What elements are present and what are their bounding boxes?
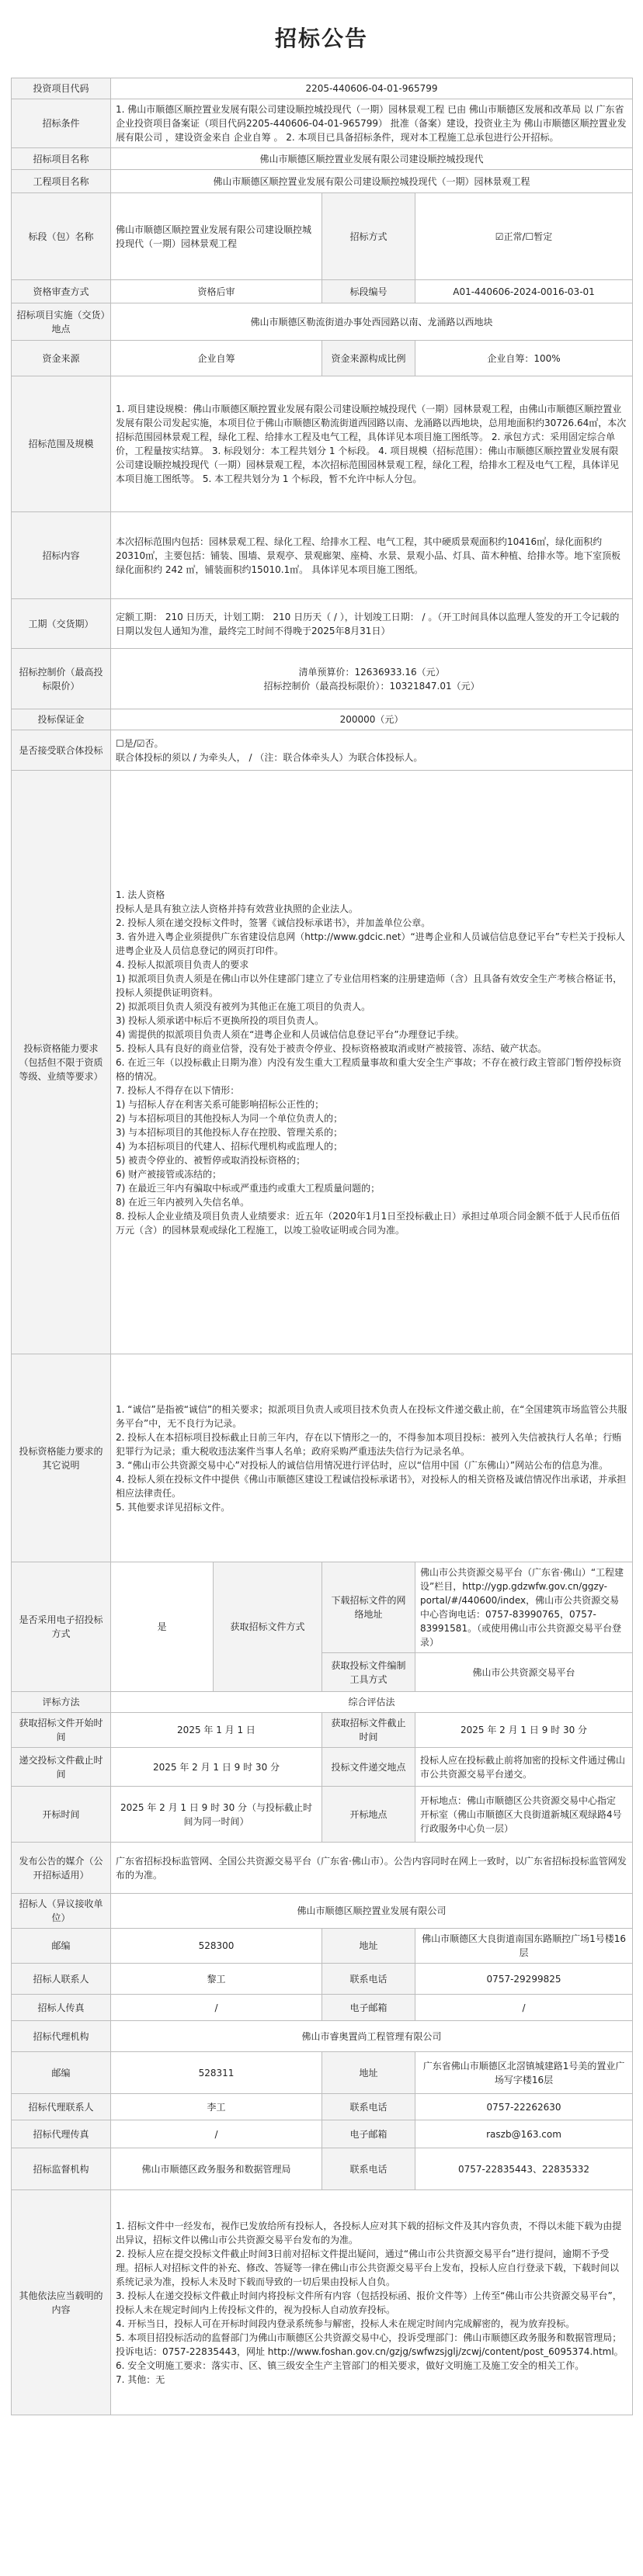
qual-item: 6) 财产被接管或冻结的； [116,1168,222,1180]
t-zip-label: 邮编 [12,1929,111,1964]
other-item: 7. 其他：无 [116,2373,165,2385]
row-content [12,512,633,599]
row-t-zip [12,1929,633,1964]
integrity-item: 3. “佛山市公共资源交易中心”对投标人的诚信信用情况进行评估时，应以“信用中国（广东佛山）”网站公布的信息为准。 [116,1459,609,1471]
a-zip-value: 528311 [111,2052,322,2094]
a-phone-label: 联系电话 [322,2094,415,2120]
project-name-label: 工程项目名称 [12,170,111,193]
other-label: 其他依法应当载明的内容 [12,2190,111,2415]
download-site-value: 佛山市公共资源交易平台（广东省·佛山）“工程建设”栏目，http://ygp.gdzwfw.gov.cn/ggzy-portal/#/440600/index，佛山市公共资源交易中心咨询电话：0757-83990765，0757-83991581。（或使用佛山市公共资源交易平台登录） [415,1562,633,1653]
a-addr-label: 地址 [322,2052,415,2094]
qual-item: 4. 投标人拟派项目负责人的要求 [116,959,249,970]
section-code-value: A01-440606-2024-0016-03-01 [415,280,633,303]
row-duration [12,599,633,649]
bid-mode-value: ☑正常/☐暂定 [415,193,633,280]
control-price-label: 招标控制价（最高投标限价） [12,649,111,709]
qualification-label: 投标资格能力要求（包括但不限于资质等级、业绩等要求） [12,771,111,1354]
qual-item: 投标人是具有独立法人资格并持有效营业执照的企业法人。 [116,903,359,914]
row-project-code [12,78,633,99]
t-fax-label: 招标人传真 [12,1995,111,2021]
row-submit [12,1748,633,1787]
t-zip-value: 528300 [111,1929,322,1964]
qual-item: 8. 投标人企业业绩及项目负责人业绩要求：近五年（2020年1月1日至投标截止日）承担过单项合同金额不低于人民币伍佰万元（含）的园林景观或绿化工程施工，以竣工验收证明或合同为准。 [116,1210,620,1236]
bid-name-label: 招标项目名称 [12,148,111,170]
row-agency [12,2021,633,2052]
tool-label: 获取投标文件编制工具方式 [322,1653,415,1692]
row-t-person [12,1964,633,1995]
supervisor-value: 佛山市顺德区政务服务和数据管理局 [111,2148,322,2190]
tool-value: 佛山市公共资源交易平台 [415,1653,633,1692]
row-a-zip [12,2052,633,2094]
scope-text: 1. 项目建设规模：佛山市顺德区顺控置业发展有限公司建设顺控城投现代（一期）园林景观工程，由佛山市顺德区顺控置业发展有限公司发起实施，本项目位于佛山市顺德区勒流街道西园路以南、龙涌路以西地块，总用地面积约30726.64㎡，本次招标范围园林景观工程，绿化工程、给排水工程及电气工程，具体详见本项目施工图纸等。 2. 承包方式：采用固定综合单价，工程量按实结算。 3. 标段划分：本工程共划分 1 个标段。 4. 项目规模（招标范围）：佛山市顺德区顺控置业发展有限公司建设顺控城投现代（一期）园林景观工程，本次招标范围园林景观工程，绿化工程，给排水工程及电气工程，具体详见本项目施工图纸等。 5. 本工程共划分为 1 个标段，暂不允许中标人分包。 [111,376,633,512]
location-value: 佛山市顺德区勒流街道办事处西园路以南、龙涌路以西地块 [111,303,633,341]
row-location [12,303,633,341]
joint-lead: 联合体投标的须以 / 为牵头人， / （注：联合体牵头人）为联合体投标人。 [116,751,423,763]
t-person-value: 黎工 [111,1964,322,1995]
submit-place-label: 投标文件递交地点 [322,1748,415,1787]
a-fax-value: / [111,2120,322,2148]
media-value: 广东省招标投标监管网、全国公共资源交易平台（广东省·佛山市）。公告内容同时在网上一致时，以广东省招标投标监管网发布的为准。 [111,1843,633,1894]
notice-page [11,0,632,2415]
a-addr-value: 广东省佛山市顺德区北滘镇城建路1号美的置业广场写字楼16层 [415,2052,633,2094]
qual-item: 1. 法人资格 [116,889,165,900]
doc-start-value: 2025 年 1 月 1 日 [111,1713,322,1748]
row-funding [12,341,633,376]
row-integrity [12,1354,633,1562]
submit-place-value: 投标人应在投标截止前将加密的投标文件通过佛山市公共资源交易平台递交。 [415,1748,633,1787]
other-item: 4. 开标当日，投标人可在开标时间段内登录系统参与解密，投标人未在规定时间内完成解密的，视为放弃投标。 [116,2318,575,2329]
integrity-label: 投标资格能力要求的其它说明 [12,1354,111,1562]
prequal-label: 资格审查方式 [12,280,111,303]
content-label: 招标内容 [12,512,111,599]
funding-ratio-value: 企业自筹：100% [415,341,633,376]
integrity-item: 5. 其他要求详见招标文件。 [116,1501,231,1513]
qual-item: 8) 在近三年内被列入失信名单。 [116,1196,250,1208]
qual-item: 1) 与招标人存在利害关系可能影响招标公正性的； [116,1098,325,1110]
row-tenderer [12,1894,633,1929]
qual-item: 3. 省外进入粤企业须提供广东省建设信息网（http://www.gdcic.net）“进粤企业和人员诚信信息登记平台”专栏关于投标人进粤企业及人员信息登记的网页打印件。 [116,931,625,956]
row-bid-name [12,148,633,170]
row-deposit [12,709,633,730]
prequal-value: 资格后审 [111,280,322,303]
funding-ratio-label: 资金来源构成比例 [322,341,415,376]
other-text [111,2190,633,2415]
t-email-label: 电子邮箱 [322,1995,415,2021]
row-a-person [12,2094,633,2120]
opening-place-value: 开标地点：佛山市顺德区公共资源交易中心指定 开标室（佛山市顺德区大良街道新城区观绿路4号行政服务中心负一层） [415,1787,633,1843]
other-item: 5. 本项目招投标活动的监督部门为佛山市顺德区公共资源交易中心，投诉受理部门：佛山市顺德区政务服务和数据管理局；投诉电话：0757-22835443，网址 http://www.foshan.gov.cn/gzjg/swfwzsjglj/zcwj/content/post_6095374.html。 [116,2332,624,2357]
bid-mode-label: 招标方式 [322,193,415,280]
submit-deadline-label: 递交投标文件截止时间 [12,1748,111,1787]
funding-source-label: 资金来源 [12,341,111,376]
supervisor-phone-label: 联系电话 [322,2148,415,2190]
submit-deadline-value: 2025 年 2 月 1 日 9 时 30 分 [111,1748,322,1787]
row-a-fax [12,2120,633,2148]
t-addr-value: 佛山市顺德区大良街道南国东路顺控广场1号楼16层 [415,1929,633,1964]
a-person-label: 招标代理联系人 [12,2094,111,2120]
eval-label: 评标方法 [12,1692,111,1713]
download-site-label: 下载招标文件的网络地址 [322,1562,415,1653]
opening-value: 2025 年 2 月 1 日 9 时 30 分（与投标截止时间为同一时间） [111,1787,322,1843]
t-addr-label: 地址 [322,1929,415,1964]
section-value: 佛山市顺德区顺控置业发展有限公司建设顺控城投现代（一期）园林景观工程 [111,193,322,280]
a-zip-label: 邮编 [12,2052,111,2094]
qual-item: 1) 拟派项目负责人须是在佛山市以外住建部门建立了专业信用档案的注册建造师（含）且具备有效安全生产考核合格证书，投标人须提供证明资料。 [116,973,623,998]
row-other [12,2190,633,2415]
joint-label: 是否接受联合体投标 [12,730,111,771]
row-e-bid-1 [12,1562,633,1653]
supervisor-label: 招标监督机构 [12,2148,111,2190]
a-phone-value: 0757-22262630 [415,2094,633,2120]
agency-value: 佛山市睿奥置尚工程管理有限公司 [111,2021,633,2052]
other-item: 3. 投标人在递交投标文件截止时间内将投标文件所有内容（包括投标函、报价文件等）上传至“佛山市公共资源交易平台”，投标人未在规定时间内上传投标文件的，视为投标人自动放弃投标。 [116,2290,622,2315]
qual-item: 2. 投标人须在递交投标文件时，签署《诚信投标承诺书》，并加盖单位公章。 [116,917,431,928]
row-media [12,1843,633,1894]
t-email-value: / [415,1995,633,2021]
tenderer-label: 招标人（异议接收单位） [12,1894,111,1929]
agency-label: 招标代理机构 [12,2021,111,2052]
project-name-value: 佛山市顺德区顺控置业发展有限公司建设顺控城投现代（一期）园林景观工程 [111,170,633,193]
project-code-label: 投资项目代码 [12,78,111,99]
a-fax-label: 招标代理传真 [12,2120,111,2148]
qual-item: 5) 被责令停业的、被暂停或取消投标资格的； [116,1154,306,1166]
doc-end-label: 获取招标文件截止时间 [322,1713,415,1748]
project-code-value: 2205-440606-04-01-965799 [111,78,633,99]
qual-item: 6. 在近三年（以投标截止日期为准）内没有发生重大工程质量事故和重大安全生产事故；不存在被行政主管部门暂停投标资格的情况。 [116,1056,622,1082]
duration-text: 定额工期： 210 日历天，计划工期： 210 日历天（ / ），计划竣工日期： / 。（开工时间具体以监理人签发的开工令记载的日期以发包人通知为准，最终完工时间不得晚于2025年8月31日） [111,599,633,649]
row-joint [12,730,633,771]
download-method-label: 获取招标文件方式 [214,1562,322,1692]
location-label: 招标项目实施（交货）地点 [12,303,111,341]
conditions-label: 招标条件 [12,99,111,148]
a-email-label: 电子邮箱 [322,2120,415,2148]
qual-item: 7) 在最近三年内有骗取中标或严重违约或重大工程质量问题的； [116,1182,381,1194]
row-doc-times [12,1713,633,1748]
t-fax-value: / [111,1995,322,2021]
a-email-value: raszb@163.com [415,2120,633,2148]
bid-name-value: 佛山市顺德区顺控置业发展有限公司建设顺控城投现代 [111,148,633,170]
row-t-fax [12,1995,633,2021]
t-phone-label: 联系电话 [322,1964,415,1995]
qual-item: 3) 投标人须承诺中标后不更换所投的项目负责人。 [116,1014,325,1026]
other-item: 2. 投标人应在提交投标文件截止时间3日前对招标文件提出疑问，通过“佛山市公共资源交易平台”进行提问，逾期不予受理。招标人对招标文件的补充、修改、答疑等一律在佛山市公共资源交易平台上发布，投标人应自行登录下载，下载时间以系统记录为准，投标人未及时下载而导致的一切后果由投标人自负。 [116,2248,620,2287]
doc-start-label: 获取招标文件开始时间 [12,1713,111,1748]
deposit-label: 投标保证金 [12,709,111,730]
opening-place-label: 开标地点 [322,1787,415,1843]
row-conditions [12,99,633,148]
qual-item: 2) 与本招标项目的其他投标人为同一个单位负责人的； [116,1112,343,1124]
tenderer-value: 佛山市顺德区顺控置业发展有限公司 [111,1894,633,1929]
e-bid-value: 是 [111,1562,214,1692]
t-person-label: 招标人联系人 [12,1964,111,1995]
row-opening [12,1787,633,1843]
doc-end-value: 2025 年 2 月 1 日 9 时 30 分 [415,1713,633,1748]
row-scope [12,376,633,512]
integrity-item: 1. “诚信”是指被“诚信”的相关要求；拟派项目负责人或项目技术负责人在投标文件递交截止前，在“全国建筑市场监管公共服务平台”中，无不良行为记录。 [116,1403,627,1429]
media-label: 发布公告的媒介（公开招标适用） [12,1843,111,1894]
t-phone-value: 0757-29299825 [415,1964,633,1995]
other-item: 6. 安全文明施工要求：落实市、区、镇三级安全生产主管部门的相关要求，做好文明施工及施工安全的相关工作。 [116,2359,585,2371]
supervisor-phone-value: 0757-22835443、22835332 [415,2148,633,2190]
page-title: 招标公告 [274,26,368,51]
content-text: 本次招标范围内包括：园林景观工程、绿化工程、给排水工程、电气工程，其中硬质景观面积约10416㎡，绿化面积约20310㎡，主要包括：铺装、围墙、景观亭、景观廊架、座椅、水景、景观小品、灯具、苗木种植、给排水等。地下室顶板绿化面积约 242 ㎡，铺装面积约15010.1㎡。 具体详见本项目施工图纸。 [111,512,633,599]
row-project-name [12,170,633,193]
a-person-value: 李工 [111,2094,322,2120]
row-section [12,193,633,280]
notice-table [11,78,633,2415]
row-qualification [12,771,633,1354]
deposit-value: 200000（元） [111,709,633,730]
section-label: 标段（包）名称 [12,193,111,280]
budget-price: 清单预算价：12636933.16（元） [298,666,445,678]
control-price-value [111,649,633,709]
joint-value [111,730,633,771]
opening-label: 开标时间 [12,1787,111,1843]
row-supervisor [12,2148,633,2190]
row-control-price [12,649,633,709]
qual-item: 2) 拟派项目负责人须没有被列为其他正在施工项目的负责人。 [116,1000,371,1012]
e-bid-label: 是否采用电子招投标方式 [12,1562,111,1692]
qual-item: 4) 需提供的拟派项目负责人须在“进粤企业和人员诚信信息登记平台”办理登记手续。 [116,1028,464,1040]
integrity-item: 2. 投标人在本招标项目投标截止日前三年内，存在以下情形之一的，不得参加本项目投标：被列入失信被执行人名单；行贿犯罪行为记录；重大税收违法案件当事人名单；政府采购严重违法失信行为记录名单。 [116,1431,622,1457]
qual-item: 5. 投标人具有良好的商业信誉，没有处于被责令停业、投标资格被取消或财产被接管、冻结、破产状态。 [116,1042,547,1054]
qual-item: 7. 投标人不得存在以下情形： [116,1084,240,1096]
joint-choice: ☐是/☑否。 [116,737,164,749]
scope-label: 招标范围及规模 [12,376,111,512]
row-prequal [12,280,633,303]
other-item: 1. 招标文件中一经发布，视作已发放给所有投标人，各投标人应对其下载的招标文件及其内容负责，不得以未能下载为由提出异议，招标文件以佛山市公共资源交易平台发布的为准。 [116,2220,622,2245]
qual-item: 4) 为本招标项目的代建人、招标代理机构或监理人的； [116,1140,343,1152]
funding-source-value: 企业自筹 [111,341,322,376]
section-code-label: 标段编号 [322,280,415,303]
row-eval [12,1692,633,1713]
eval-value: 综合评估法 [111,1692,633,1713]
qual-item: 3) 与本招标项目的其他投标人存在控股、管理关系的； [116,1126,343,1138]
qualification-text [111,771,633,1354]
conditions-text: 1. 佛山市顺德区顺控置业发展有限公司建设顺控城投现代（一期）园林景观工程 已由 佛山市顺德区发展和改革局 以 广东省企业投资项目备案证（项目代码2205-440606-04-01-965799） 批准（备案）建设，投资业主为 佛山市顺德区顺控置业发展有限公司 ，建设资金来自 企业自筹 。 2. 本项目已具备招标条件，现对本工程施工总承包进行公开招标。 [111,99,633,148]
duration-label: 工期（交货期） [12,599,111,649]
integrity-text [111,1354,633,1562]
max-bid-price: 招标控制价（最高投标限价）：10321847.01（元） [263,680,480,692]
integrity-item: 4. 投标人须在投标文件中提供《佛山市顺德区建设工程诚信投标承诺书》，对投标人的相关资格及诚信情况作出承诺，并承担相应法律责任。 [116,1473,627,1499]
